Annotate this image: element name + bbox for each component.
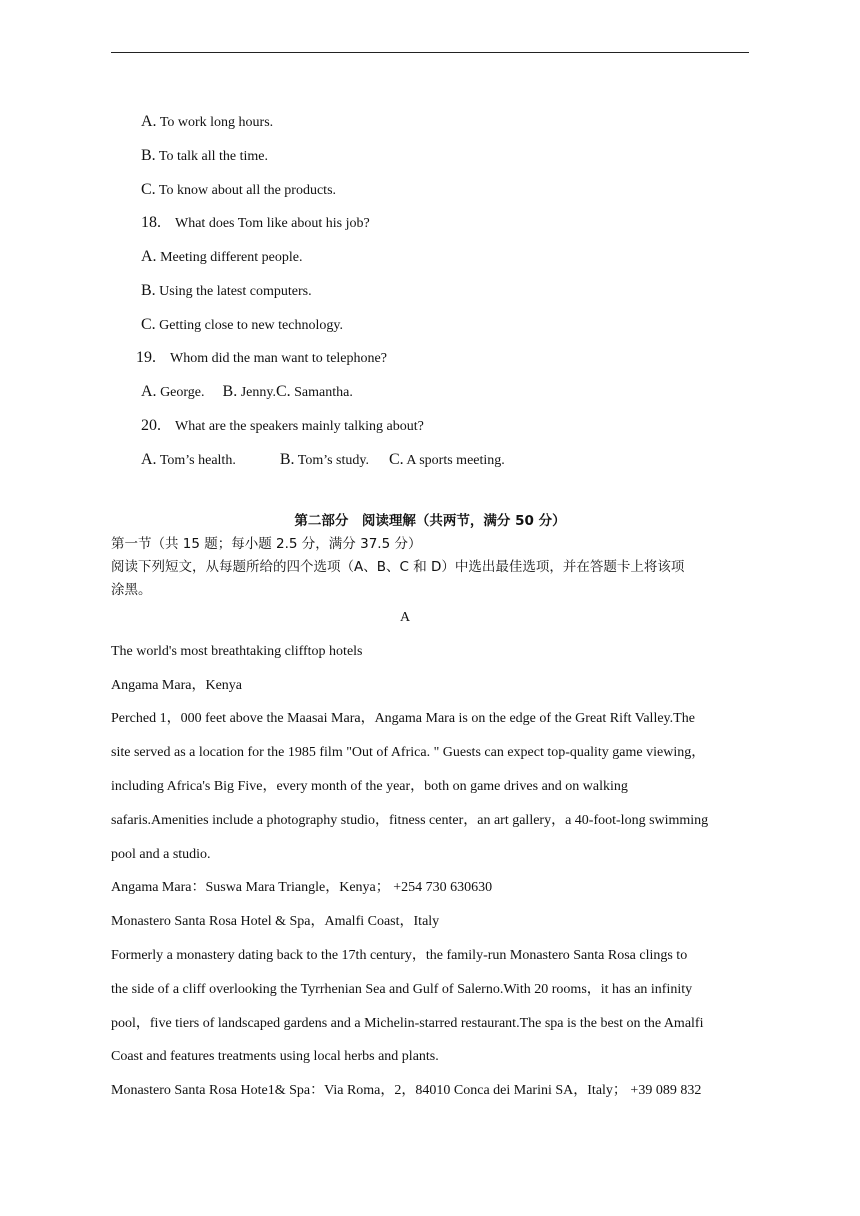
paragraph-line: safaris.Amenities include a photography studio，fitness center，an art gallery，a 40-foot-long swimming (111, 813, 709, 828)
paragraph-line: pool and a studio. (111, 847, 211, 862)
paragraph-line: site served as a location for the 1985 film "Out of Africa. " Guests can expect top-quality game viewing， (111, 745, 706, 760)
option-text: Using the latest computers. (159, 284, 312, 299)
question-number: 18. (141, 214, 161, 231)
option-letter: A. (141, 451, 157, 468)
question-text: Whom did the man want to telephone? (170, 351, 387, 366)
hotel-2-name: Monastero Santa Rosa Hotel & Spa，Amalfi Coast，Italy (111, 914, 440, 929)
option-letter: B. (279, 451, 295, 468)
question-20 (141, 417, 424, 436)
q19-options (141, 383, 353, 402)
q18-option-b (141, 282, 312, 301)
question-18 (141, 214, 370, 233)
option-text: A sports meeting. (406, 453, 505, 468)
option-letter: B. (141, 282, 156, 299)
paragraph-line: Perched 1，000 feet above the Maasai Mara，Angama Mara is on the edge of the Great Rift Valley.The (111, 711, 695, 726)
question-text: What are the speakers mainly talking about? (175, 419, 424, 434)
header-rule (111, 52, 749, 53)
part-heading: 第二部分 阅读理解（共两节，满分 50 分） (294, 513, 566, 529)
option-text: To talk all the time. (158, 149, 268, 164)
q17-option-c (141, 181, 336, 200)
question-number: 19. (136, 349, 156, 366)
q17-option-b (141, 147, 268, 166)
option-letter: A. (141, 248, 157, 265)
passage-label: A (399, 610, 411, 625)
hotel-1-contact: Angama Mara：Suswa Mara Triangle，Kenya； +254 730 630630 (111, 880, 493, 895)
section-heading: 第一节（共 15 题；每小题 2.5 分，满分 37.5 分） (111, 536, 422, 552)
option-letter: B. (141, 147, 156, 164)
paragraph-line: Coast and features treatments using local herbs and plants. (111, 1049, 439, 1064)
q17-option-a (141, 113, 273, 132)
question-text: What does Tom like about his job? (175, 216, 370, 231)
option-text: To know about all the products. (158, 183, 337, 198)
option-letter: C. (388, 451, 404, 468)
option-text: Jenny. (240, 385, 276, 400)
option-letter: C. (141, 181, 156, 198)
option-letter: A. (141, 383, 157, 400)
option-letter: C. (275, 383, 291, 400)
paragraph-line: Formerly a monastery dating back to the 17th century，the family-run Monastero Santa Rosa clings to (111, 948, 688, 963)
option-text: To work long hours. (159, 115, 274, 130)
option-text: George. (160, 385, 205, 400)
q18-option-c (141, 316, 343, 335)
hotel-1-name: Angama Mara，Kenya (111, 678, 243, 693)
instruction-line-1: 阅读下列短文，从每题所给的四个选项（A、B、C 和 D）中选出最佳选项，并在答题卡上将该项 (111, 559, 685, 575)
paragraph-line: including Africa's Big Five，every month of the year，both on game drives and on walking (111, 779, 628, 794)
option-letter: C. (141, 316, 156, 333)
instruction-line-2: 涂黑。 (111, 582, 152, 598)
question-19 (136, 349, 387, 368)
q20-options (141, 451, 505, 470)
hotel-2-contact: Monastero Santa Rosa Hote1& Spa：Via Roma，2，84010 Conca dei Marini SA，Italy； +39 089 832 (111, 1083, 702, 1098)
option-text: Tom’s health. (159, 453, 236, 468)
option-letter: A. (141, 113, 157, 130)
passage-title: The world's most breathtaking clifftop hotels (111, 644, 363, 659)
option-text: Tom’s study. (297, 453, 369, 468)
option-letter: B. (222, 383, 238, 400)
q18-option-a (141, 248, 302, 267)
option-text: Getting close to new technology. (159, 318, 343, 333)
paragraph-line: pool，five tiers of landscaped gardens and a Michelin-starred restaurant.The spa is the best on the Amalfi (111, 1016, 704, 1031)
question-number: 20. (141, 417, 161, 434)
option-text: Meeting different people. (160, 250, 303, 265)
option-text: Samantha. (294, 385, 353, 400)
paragraph-line: the side of a cliff overlooking the Tyrrhenian Sea and Gulf of Salerno.With 20 rooms，it has an infinity (111, 982, 693, 997)
